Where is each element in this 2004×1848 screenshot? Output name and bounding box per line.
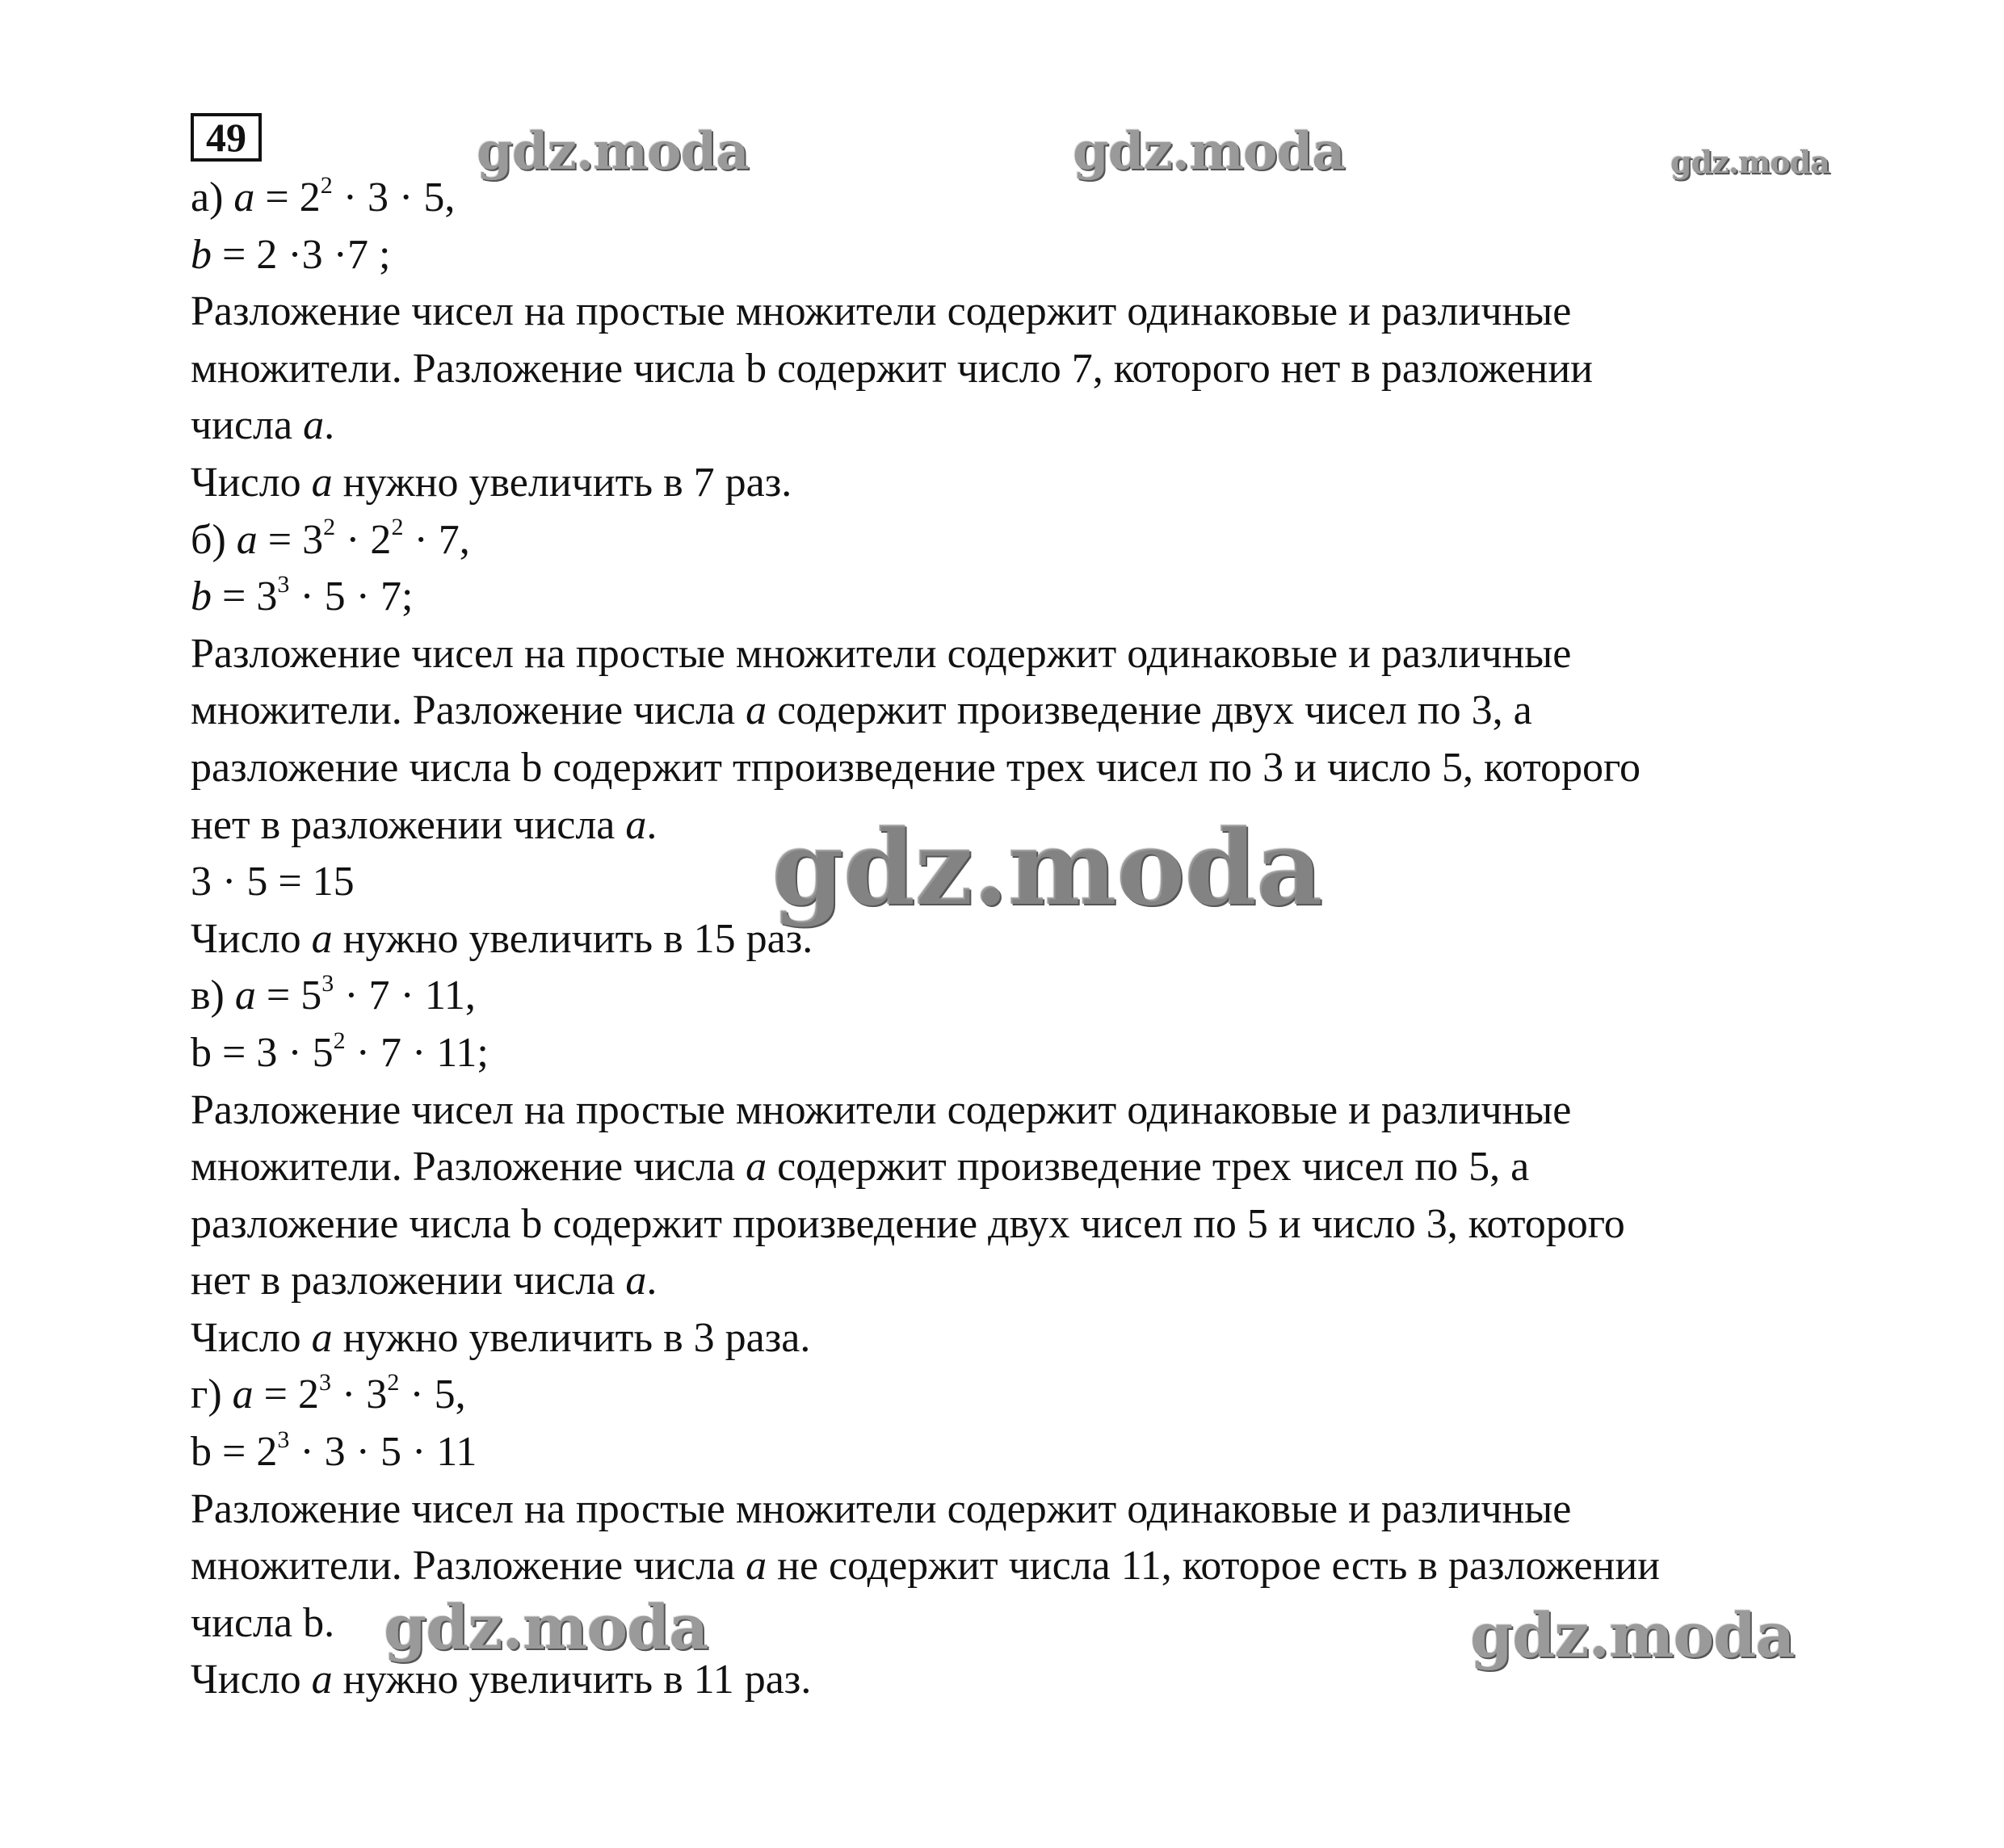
part-c-text-line: Разложение чисел на простые множители содержит одинаковые и различные	[191, 1086, 1572, 1133]
part-a-text-line: Разложение чисел на простые множители содержит одинаковые и различные	[191, 288, 1572, 335]
watermark: gdz.moda	[771, 808, 1322, 929]
part-b-equation-a: б) $a = 3^2 \cdot 2^2 \cdot 7$,	[191, 514, 470, 563]
part-b-text-line: множители. Разложение числа a содержит произведение двух чисел по 3, а	[191, 687, 1532, 734]
solution-text	[191, 170, 1927, 1709]
watermark: gdz.moda	[1670, 144, 1830, 180]
part-a-text-line: числа a.	[191, 402, 335, 449]
part-b-text-line: нет в разложении числа a.	[191, 801, 657, 848]
part-c-equation-a: в) $a = 5^3 \cdot 7 \cdot 11$,	[191, 969, 476, 1019]
part-a-text-line: множители. Разложение числа b содержит число 7, которого нет в разложении	[191, 345, 1594, 392]
part-b-text-line: Разложение чисел на простые множители содержит одинаковые и различные	[191, 630, 1572, 677]
watermark: gdz.moda	[1470, 1599, 1795, 1671]
part-c-text-line: множители. Разложение числа a содержит произведение трех чисел по 5, а	[191, 1144, 1530, 1191]
part-b-equation-b: $b = 3^3 \cdot 5 \cdot 7$;	[191, 570, 414, 620]
part-b-answer: Число a нужно увеличить в 15 раз.	[191, 915, 813, 962]
part-d-text-line: множители. Разложение числа a не содержит числа 11, которое есть в разложении	[191, 1543, 1661, 1590]
part-b-calculation: 3 · 5 = 15	[191, 859, 355, 905]
part-d-equation-b: $b = 2^3 \cdot 3 \cdot 5 \cdot 11$	[191, 1426, 477, 1476]
watermark: gdz.moda	[477, 121, 749, 182]
part-a-equation-b: b = 2 ·3 ·7 ;	[191, 231, 391, 278]
part-c-answer: Число a нужно увеличить в 3 раза.	[191, 1314, 811, 1361]
part-a-answer: Число a нужно увеличить в 7 раз.	[191, 459, 792, 506]
part-c-text-line: нет в разложении числа a.	[191, 1258, 657, 1304]
problem-number: 49	[191, 113, 262, 162]
part-d-equation-a: г) $a = 2^3 \cdot 3^2 \cdot 5$,	[191, 1369, 466, 1418]
part-c-equation-b: $b = 3 \cdot 5^2 \cdot 7 \cdot 11$;	[191, 1027, 489, 1076]
part-d-text-line: Разложение чисел на простые множители содержит одинаковые и различные	[191, 1485, 1572, 1532]
watermark: gdz.moda	[384, 1591, 708, 1663]
watermark: gdz.moda	[1073, 121, 1345, 182]
part-b-text-line: разложение числа b содержит тпроизведение трех чисел по 3 и число 5, которого	[191, 744, 1641, 791]
part-d-text-line: числа b.	[191, 1599, 335, 1646]
part-d-answer: Число a нужно увеличить в 11 раз.	[191, 1657, 812, 1703]
part-a-equation-a: а) $a = 2^2 \cdot 3 \cdot 5$,	[191, 171, 456, 220]
part-c-text-line: разложение числа b содержит произведение двух чисел по 5 и число 3, которого	[191, 1200, 1625, 1247]
